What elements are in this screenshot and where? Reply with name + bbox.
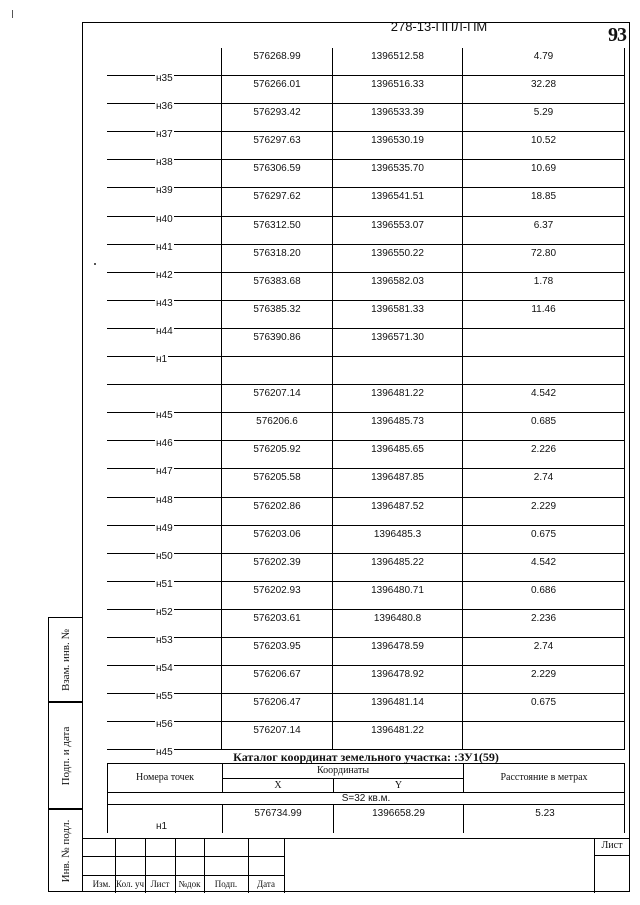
x-value: 576203.06 — [253, 528, 301, 540]
header-dist: Расстояние в метрах — [463, 764, 624, 792]
side-label-inv: Инв. № подл. — [59, 819, 72, 882]
distance-value: 0.686 — [530, 584, 557, 596]
x-value: 576312.50 — [253, 219, 301, 231]
y-value: 1396516.33 — [371, 79, 424, 91]
y-value: 1396487.85 — [371, 472, 424, 484]
stamp-ndok: №док — [178, 879, 201, 889]
distance-value: 2.226 — [530, 444, 557, 456]
point-name: н1 — [156, 354, 168, 366]
distance-value: 2.229 — [530, 669, 557, 681]
point-name: н45 — [156, 410, 173, 422]
point-name: н55 — [156, 691, 173, 703]
x-value: 576306.59 — [253, 163, 301, 175]
header-coords: Координаты — [222, 764, 463, 778]
x-value: 576297.63 — [253, 135, 301, 147]
catalog-point: н1 — [156, 821, 168, 832]
point-name: н36 — [156, 101, 173, 113]
x-value: 576390.86 — [253, 331, 301, 343]
point-name: н51 — [156, 578, 173, 590]
catalog-header — [107, 763, 625, 793]
y-value: 1396485.22 — [371, 556, 424, 568]
x-value: 576318.20 — [253, 247, 301, 259]
distance-value: 5.29 — [533, 107, 554, 119]
point-name: н37 — [156, 129, 173, 141]
y-value: 1396485.73 — [371, 416, 424, 428]
point-name: н42 — [156, 269, 173, 281]
header-y: Y — [333, 778, 463, 792]
distance-value: 4.542 — [530, 556, 557, 568]
x-value: 576385.32 — [253, 303, 301, 315]
x-value: 576206.67 — [253, 669, 301, 681]
y-value: 1396480.71 — [371, 584, 424, 596]
point-name: н56 — [156, 719, 173, 731]
x-value: 576202.86 — [253, 500, 301, 512]
distance-value: 0.685 — [530, 416, 557, 428]
distance-value: 10.69 — [530, 163, 557, 175]
distance-value: 2.74 — [533, 640, 554, 652]
stamp-sheet-label: Лист — [601, 840, 623, 851]
x-value: 576202.39 — [253, 556, 301, 568]
document-code: 278-13-ППЛ-ПМ — [390, 19, 488, 34]
y-value: 1396478.59 — [371, 640, 424, 652]
margin-tick — [12, 10, 13, 18]
x-value: 576206.6 — [256, 416, 298, 428]
distance-value: 18.85 — [530, 191, 557, 203]
y-value: 1396533.39 — [371, 107, 424, 119]
distance-value: 4.542 — [530, 388, 557, 400]
distance-value: 2.229 — [530, 500, 557, 512]
x-value: 576266.01 — [253, 79, 301, 91]
y-value: 1396550.22 — [371, 247, 424, 259]
stamp-data: Дата — [257, 879, 275, 889]
point-name: н53 — [156, 634, 173, 646]
y-value: 1396481.14 — [371, 697, 424, 709]
y-value: 1396485.65 — [371, 444, 424, 456]
distance-value: 2.236 — [530, 612, 557, 624]
side-box-podp — [48, 702, 82, 809]
catalog-first-row — [107, 805, 625, 833]
distance-value: 32.28 — [530, 79, 557, 91]
x-value: 576202.93 — [253, 584, 301, 596]
point-name: н44 — [156, 325, 173, 337]
y-value: 1396480.8 — [373, 612, 422, 624]
y-value: 1396581.33 — [371, 303, 424, 315]
y-value: 1396553.07 — [371, 219, 424, 231]
y-value: 1396485.3 — [373, 528, 422, 540]
y-value: 1396582.03 — [371, 275, 424, 287]
point-name: н52 — [156, 606, 173, 618]
point-name: н45 — [156, 747, 173, 759]
x-value: 576206.47 — [253, 697, 301, 709]
y-value: 1396478.92 — [371, 669, 424, 681]
distance-value: 0.675 — [530, 697, 557, 709]
header-points: Номера точек — [135, 772, 195, 783]
distance-value: 2.74 — [533, 472, 554, 484]
y-value: 1396535.70 — [371, 163, 424, 175]
point-name: н43 — [156, 297, 173, 309]
table-row — [107, 357, 625, 385]
x-value: 576203.95 — [253, 640, 301, 652]
distance-value: 6.37 — [533, 219, 554, 231]
x-value: 576268.99 — [253, 51, 301, 62]
stamp-izm: Изм. — [92, 879, 111, 889]
stamp-list: Лист — [150, 879, 170, 889]
stamp-podp: Подп. — [214, 879, 238, 889]
distance-value: 11.46 — [531, 303, 556, 315]
x-value: 576205.58 — [253, 472, 301, 484]
distance-value: 1.78 — [533, 275, 554, 287]
point-name: н39 — [156, 185, 173, 197]
table-row — [107, 329, 625, 366]
y-value: 1396541.51 — [371, 191, 424, 203]
point-name: н46 — [156, 438, 173, 450]
side-box-vzam — [48, 617, 82, 702]
x-value: 576297.62 — [253, 191, 301, 203]
distance-value: 0.675 — [530, 528, 557, 540]
side-label-podp: Подп. и дата — [59, 726, 72, 785]
point-name: н54 — [156, 663, 173, 675]
catalog-dist: 5.23 — [535, 808, 555, 819]
stamp-kol: Кол. уч — [116, 879, 144, 889]
point-name: н47 — [156, 466, 173, 478]
side-label-vzam: Взам. инв. № — [59, 628, 72, 691]
x-value: 576205.92 — [253, 444, 301, 456]
header-x: X — [222, 778, 333, 792]
point-name: н40 — [156, 213, 173, 225]
y-value: 1396481.22 — [371, 725, 424, 737]
point-name: н41 — [156, 241, 173, 253]
x-value: 576383.68 — [253, 275, 301, 287]
catalog-x: 576734.99 — [254, 808, 302, 819]
distance-value: 4.79 — [533, 51, 554, 62]
y-value: 1396481.22 — [371, 388, 424, 400]
distance-value: 72.80 — [530, 247, 557, 259]
title-block — [82, 838, 630, 892]
point-name: н38 — [156, 157, 173, 169]
point-name: н35 — [156, 73, 173, 85]
catalog-title: Каталог координат земельного участка: :ЗУ1(59) — [233, 750, 499, 764]
point-name: н49 — [156, 522, 173, 534]
sheet-number: 93 — [608, 24, 626, 46]
area-value: S=32 кв.м. — [107, 793, 625, 805]
point-name: н50 — [156, 550, 173, 562]
y-value: 1396571.30 — [371, 331, 424, 343]
x-value: 576203.61 — [253, 612, 301, 624]
y-value: 1396512.58 — [371, 51, 424, 62]
point-name: н48 — [156, 494, 173, 506]
x-value: 576293.42 — [253, 107, 301, 119]
y-value: 1396487.52 — [371, 500, 424, 512]
x-value: 576207.14 — [253, 388, 301, 400]
side-box-inv — [48, 809, 82, 892]
y-value: 1396530.19 — [371, 135, 424, 147]
x-value: 576207.14 — [253, 725, 301, 737]
distance-value: 10.52 — [530, 135, 557, 147]
catalog-y: 1396658.29 — [372, 808, 425, 819]
